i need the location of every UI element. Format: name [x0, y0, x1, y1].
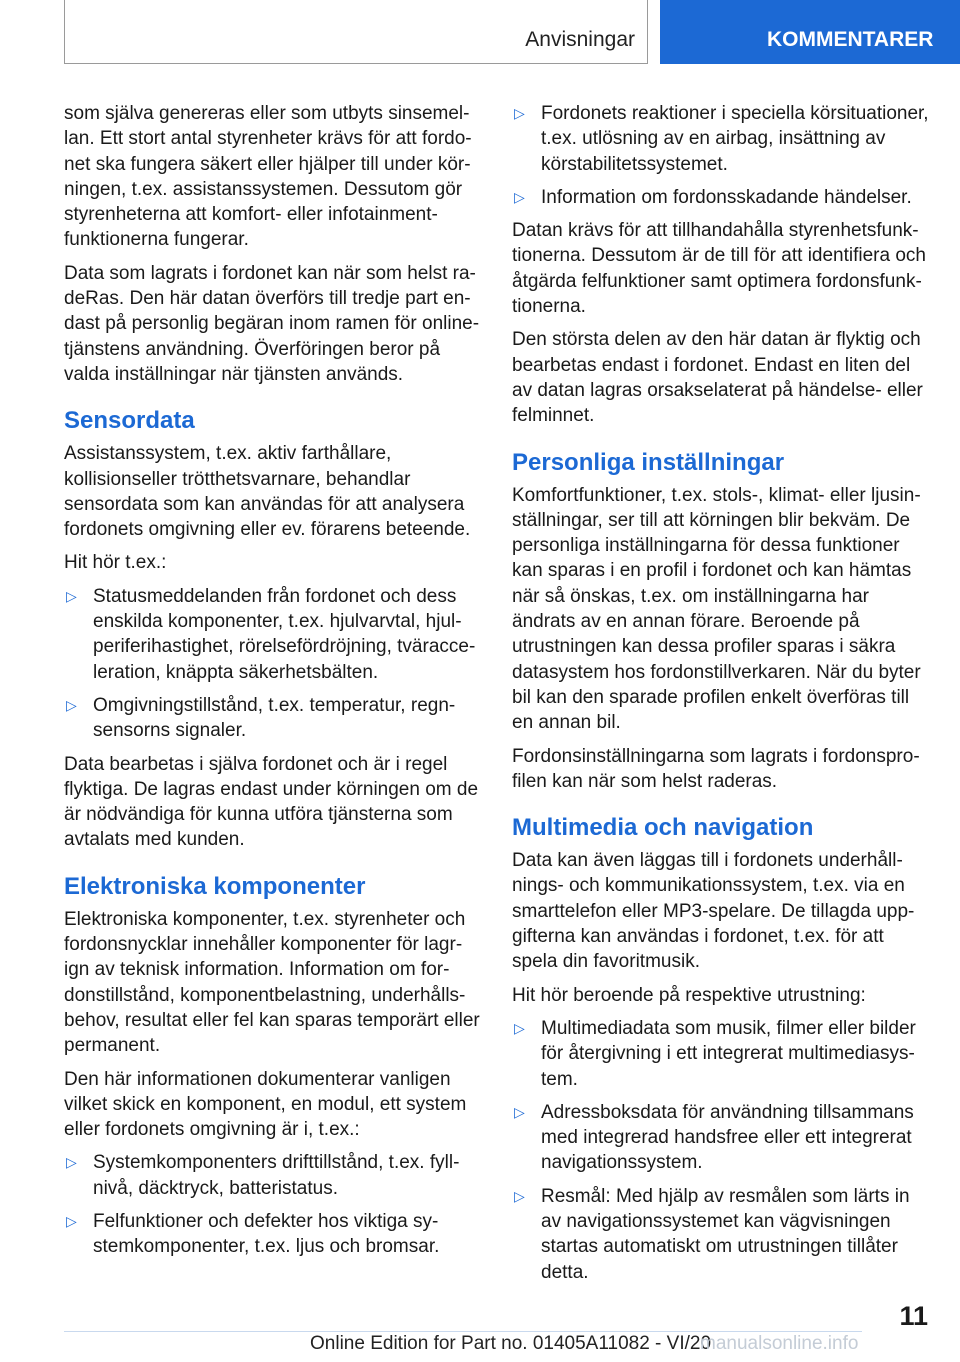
list-item-text: Felfunktioner och defekter hos viktiga systemkomponenter, t.ex. ljus och bromsar.	[93, 1210, 440, 1258]
list-item-text: Resmål: Med hjälp av resmålen som lärts in av navigationssystemet kan vägvisningen startas automatiskt om utrustningen tillåter detta.	[541, 1185, 910, 1283]
paragraph: Data bearbetas i själva fordonet och är i regel flyktiga. De lagras endast under körningen om de är nödvändiga för kunna utföra tjänsterna som avtalats med kunden.	[64, 753, 479, 851]
paragraph: Hit hör t.ex.:	[64, 552, 167, 574]
list-item-text: Fordonets reaktioner i speciella körsituationer, t.ex. utlösning av en airbag, insättning av körstabilitetssystemet.	[541, 103, 929, 175]
list-item	[512, 1184, 932, 1285]
edition-footer: Online Edition for Part no. 01405A11082 - VI/20	[310, 1333, 712, 1354]
list-item-text: Statusmeddelanden från fordonet och dess enskilda komponenter, t.ex. hjulvarvtal, hjulperiferihastighet, rörelsefördröjning, tväracceleration, knäppta säkerhetsbälten.	[93, 585, 476, 683]
right-column	[512, 101, 932, 1293]
list-item-text: Adressboksdata för användning tillsammans med integrerad handsfree eller ett integrerat navigationssystem.	[541, 1101, 914, 1174]
list-item	[64, 693, 480, 744]
list-item-text: Systemkomponenters drifttillstånd, t.ex. fyllnivå, däcktryck, batteristatus.	[93, 1152, 460, 1199]
paragraph: Data som lagrats i fordonet kan när som helst radeRas. Den här datan överförs till tredje part endast på personlig begäran inom ramen för onlinetjänstens användning. Överföringen beror på valda inställningar när tjänsten används.	[64, 262, 480, 385]
watermark-logo: manualsonline.info	[700, 1333, 859, 1354]
paragraph: som själva genereras eller som utbyts sinsemellan. Ett stort antal styrenheter krävs för att fordonet ska fungera säkert eller hjälper till under körningen, t.ex. assistanssystemen. Dessutom gör styrenheterna att komfort- eller infotainmentfunktionerna fungerar.	[64, 103, 472, 251]
paragraph: Den här informationen dokumenterar vanligen vilket skick en komponent, en modul, ett system eller fordonets omgivning är i, t.ex.:	[64, 1068, 467, 1141]
triangle-bullet-icon: ▷	[514, 1019, 525, 1036]
list-item	[512, 185, 932, 210]
footer-rule	[64, 1331, 862, 1332]
paragraph: Datan krävs för att tillhandahålla styrenhetsfunktionerna. Dessutom är de till för att identifiera och åtgärda felfunktioner samt optimera fordonsfunktionerna.	[512, 220, 926, 318]
triangle-bullet-icon: ▷	[66, 1212, 77, 1229]
list-item	[512, 1016, 932, 1092]
triangle-bullet-icon: ▷	[514, 105, 525, 121]
heading-multimedia-och-navigation: Multimedia och navigation	[512, 814, 814, 842]
heading-elektroniska-komponenter: Elektroniska komponenter	[64, 872, 366, 900]
paragraph: Elektroniska komponenter, t.ex. styrenheter och fordonsnycklar innehåller komponenter för lagrign av teknisk information. Information om fordonstillstånd, komponentbelastning, underhållsbehov, resultat eller fel kan sparas temporärt eller permanent.	[64, 908, 480, 1057]
list-item-text: Omgivningstillstånd, t.ex. temperatur, regnsensorns signaler.	[93, 694, 456, 742]
heading-personliga-installningar: Personliga inställningar	[512, 448, 785, 476]
list-item-text: Multimediadata som musik, filmer eller bilder för återgivning i ett integrerat multimediasystem.	[541, 1017, 916, 1090]
list-item	[64, 584, 480, 685]
paragraph: Fordonsinställningarna som lagrats i fordonsprofilen kan när som helst raderas.	[512, 745, 920, 792]
triangle-bullet-icon: ▷	[66, 587, 77, 604]
paragraph: Hit hör beroende på respektive utrustning:	[512, 984, 866, 1006]
chapter-tab: KOMMENTARER	[660, 0, 960, 64]
section-title: Anvisningar	[525, 28, 635, 51]
triangle-bullet-icon: ▷	[514, 188, 525, 205]
paragraph: Den största delen av den här datan är flyktig och bearbetas endast i fordonet. Endast en liten del av datan lagras orsakselaterat på händelse- eller felminnet.	[512, 329, 923, 427]
list-item-text: Information om fordonsskadande händelser.	[541, 186, 912, 208]
triangle-bullet-icon: ▷	[66, 696, 77, 713]
list-item	[512, 101, 932, 177]
heading-sensordata: Sensordata	[64, 407, 195, 435]
list-item	[512, 1100, 932, 1176]
page-number: 11	[899, 1301, 928, 1331]
triangle-bullet-icon: ▷	[66, 1154, 77, 1171]
list-item	[64, 1150, 480, 1201]
left-column	[64, 101, 480, 1268]
paragraph: Data kan även läggas till i fordonets underhållnings- och kommunikationssystem, t.ex. via en smarttelefon eller MP3-spelare. De tillagda uppgifterna kan användas i fordonet, t.ex. för att spela din favoritmusik.	[512, 850, 915, 973]
paragraph: Assistanssystem, t.ex. aktiv farthållare, kollisionseller trötthetsvarnare, behandlar sensordata som kan användas för att analysera fordonets omgivning eller ev. förarens beteende.	[64, 443, 471, 541]
paragraph: Komfortfunktioner, t.ex. stols-, klimat- eller ljusinställningar, ser till att körningen blir bekväm. De personliga inställningarna för dessa funktioner kan sparas i en profil i fordonet och kan hämtas när så önskas, t.ex. om inställningarna har ändrats av en annan förare. Beroende på utrustningen kan dessa profiler sparas i säkra datasystem hos fordonstillverkaren. När du byter bil kan den sparade profilen enkelt överföras till en annan bil.	[512, 484, 921, 734]
triangle-bullet-icon: ▷	[514, 1103, 525, 1120]
triangle-bullet-icon: ▷	[514, 1187, 525, 1204]
list-item	[64, 1209, 480, 1260]
